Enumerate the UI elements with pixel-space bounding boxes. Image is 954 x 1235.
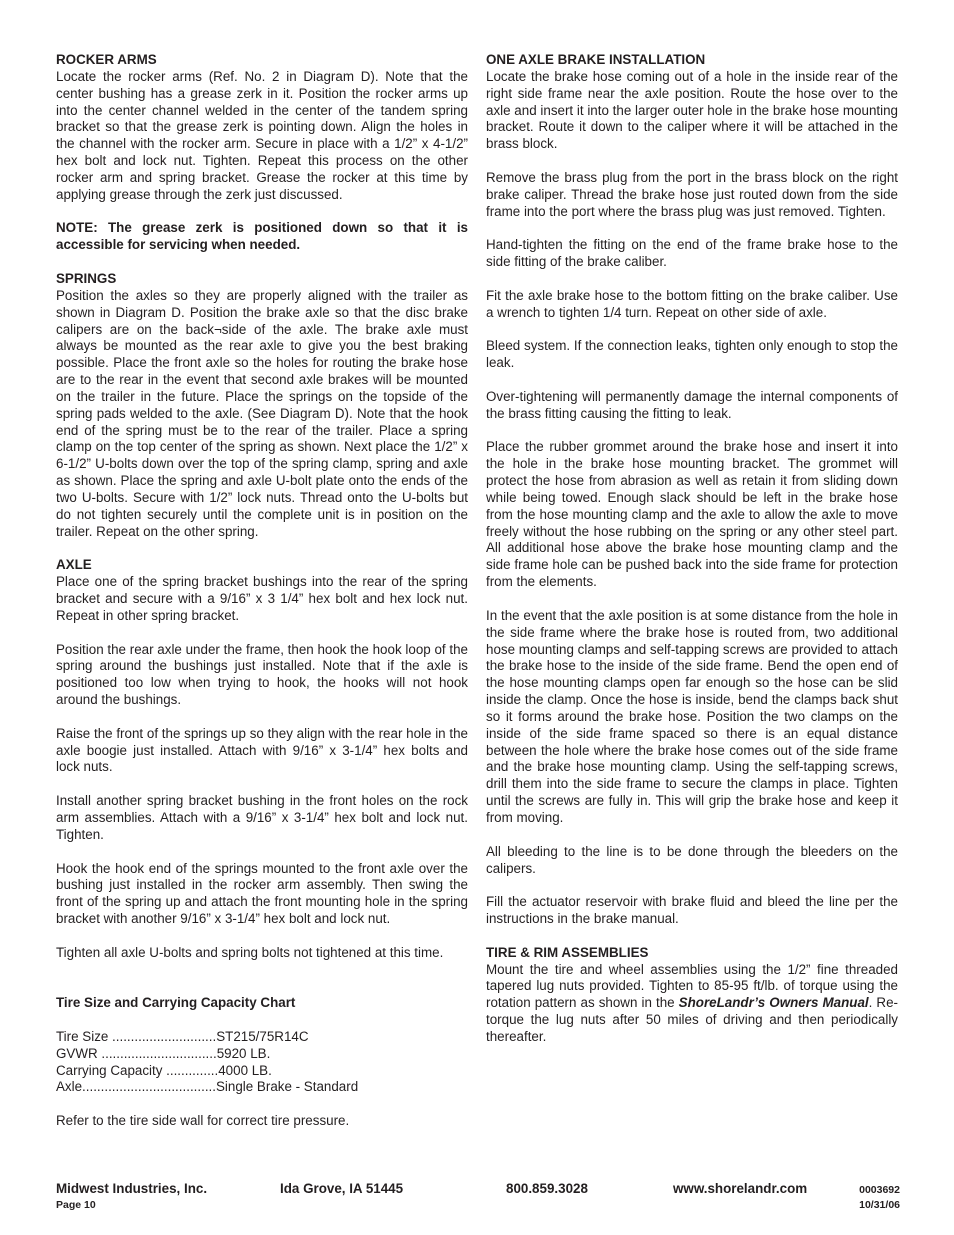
brake-installation-heading: ONE AXLE BRAKE INSTALLATION [486, 52, 706, 67]
axle-paragraph-1: Place one of the spring bracket bushings into the rear of the spring bracket and secure with a 9/16” x 3 1/4” hex bolt and hex lock nut. Repeat in other spring bracket. [56, 574, 468, 623]
owners-manual-reference: ShoreLandr’s Owners Manual [678, 995, 869, 1011]
brake-paragraph-1: Locate the brake hose coming out of a hole in the inside rear of the right side frame near the axle position. Route the hose over to the axle and insert it into the larger outer hole in the brake hose mounting bracket. Route it down to the caliper where it will be attached in the brass block. [486, 68, 898, 152]
right-column [486, 52, 898, 1063]
axle-paragraph-6: Tighten all axle U-bolts and spring bolts not tightened at this time. [56, 944, 444, 960]
brake-paragraph-6: Over-tightening will permanently damage the internal components of the brass fitting causing the fitting to leak. [486, 388, 898, 421]
footer-phone: 800.859.3028 [506, 1181, 588, 1196]
footer-doc-number: 0003692 [859, 1184, 900, 1196]
tire-rim-text-start: Mount the tire and wheel assemblies using the 1/2” fine threaded tapered lug nuts provided. Tighten to 85-95 ft/lb. of torque using the rotation pattern as shown in the [486, 961, 898, 1011]
chart-spacer [56, 1012, 468, 1029]
footer-date: 10/31/06 [859, 1199, 900, 1211]
springs-paragraph: Position the axles so they are properly aligned with the trailer as shown in Diagram D. Position the brake axle so that the disc brake calipers are on the back¬side of the axle. The brake axle must always be mounted as the rear axle to give you the best braking possible. Place the front axle so the holes for routing the brake hose are to the rear in the event that second axle brakes will be mounted on the trailer in the future. Place the springs on the topside of the spring pads welded to the axle. (See Diagram D). Note that the hook end of the spring must be to the rear of the trailer. Place a spring clamp on the top center of the spring as shown. Next place the 1/2” x 6-1/2” U-bolts down over the top of the spring clamp, spring and axle as shown. Place the spring and axle U-bolt plate onto the ends of the two U-bolts. Secure with 1/2” lock nuts. Thread onto the U-bolts but do not tighten securely until the complete unit is in position on the trailer. Repeat on the other spring. [56, 287, 468, 539]
brake-paragraph-5: Bleed system. If the connection leaks, tighten only enough to stop the leak. [486, 338, 898, 371]
gvwr-row: GVWR ...............................5920 LB. [56, 1045, 271, 1061]
footer-website: www.shorelandr.com [673, 1181, 808, 1196]
footer-page-number: Page 10 [56, 1199, 96, 1211]
tire-rim-paragraph [486, 962, 898, 1046]
brake-paragraph-10: Fill the actuator reservoir with brake fluid and bleed the line per the instructions in the brake manual. [486, 894, 898, 927]
brake-paragraph-4: Fit the axle brake hose to the bottom fitting on the brake caliber. Use a wrench to tighten 1/4 turn. Repeat on other side of axle. [486, 287, 898, 320]
axle-heading: AXLE [56, 557, 92, 573]
rocker-arms-heading: ROCKER ARMS [56, 52, 157, 67]
grease-zerk-note: NOTE: The grease zerk is positioned down so that it is accessible for servicing when needed. [56, 220, 468, 253]
axle-paragraph-4: Install another spring bracket bushing in the front holes on the rock arm assemblies. Attach with a 9/16” x 3-1/4” hex bolt and lock nut. Tighten. [56, 793, 468, 842]
axle-paragraph-3: Raise the front of the springs up so they align with the rear hole in the axle boogie just installed. Attach with 9/16” x 3-1/4” hex bolts and lock nuts. [56, 725, 468, 775]
rocker-arms-paragraph: Locate the rocker arms (Ref. No. 2 in Diagram D). Note that the center bushing has a grease zerk in it. Position the rocker arms up into the center channel welded in the center of the tandem spring bracket so that the grease zerk is pointing down. Align the holes in the channel with the rocker arm. Secure in place with a 1/2” x 4-1/2” hex bolt and lock nut. Tighten. Repeat this process on the other rocker arm and spring bracket. Grease the rocker at this time by applying grease through the zerk just discussed. [56, 68, 468, 202]
brake-paragraph-2: Remove the brass plug from the port in the brass block on the right brake caliper. Thread the brake hose just routed down from the side frame into the port where the brass plug was just removed. Tighten. [486, 169, 898, 219]
axle-paragraph-5: Hook the hook end of the springs mounted to the front axle over the bushing just installed in the rocker arm assembly. Then swing the front of the spring up and attach the front mounting hole in the spring bracket with another 9/16” x 3-1/4” hex bolt and lock nut. [56, 860, 468, 927]
springs-heading: SPRINGS [56, 270, 117, 286]
footer-city: Ida Grove, IA 51445 [280, 1181, 404, 1196]
tire-rim-heading: TIRE & RIM ASSEMBLIES [486, 944, 649, 960]
page-footer [56, 1181, 900, 1217]
tire-rim-text-end: . Re-torque the lug nuts after 50 miles of driving and then periodically thereafter. [486, 995, 898, 1044]
brake-paragraph-9: All bleeding to the line is to be done through the bleeders on the calipers. [486, 843, 898, 876]
capacity-chart [56, 1029, 468, 1096]
brake-paragraph-7: Place the rubber grommet around the brake hose and insert it into the hole in the brake hose mounting bracket. The grommet will protect the hose from abrasion as well as retain it from sliding down while being towed. Enough slack should be left in the brake hose from the hose mounting clamp and the axle to allow the axle to move freely without the hose rubbing on the spring or any other steel part. All additional hose above the brake hose mounting clamp and the side frame hole can be pushed back into the side frame for protection from the elements. [486, 439, 898, 590]
tire-size-row: Tire Size ............................ST215/75R14C [56, 1028, 309, 1044]
brake-paragraph-8: In the event that the axle position is at some distance from the hole in the side frame where the brake hose is routed from, two additional hose mounting clamps and self-tapping screws are provided to attach the brake hose to the inside of the side frame. Bend the open end of the hose mounting clamps open far enough so the hose can be slid inside the clamp. Once the hose is inside, bend the clamps back shut so it forms around the brake hose. Position the two clamps on the inside of the side frame spaced so there is an equal distance between the hole where the brake hose comes out of the side frame and the brake hose mounting clamp. Using the self-tapping screws, drill them into the side frame to secure the clamps in place. Tighten until the screws are fully in. This will grip the brake hose and keep it from moving. [486, 607, 898, 825]
section-spacer [56, 978, 468, 995]
axle-paragraph-2: Position the rear axle under the frame, then hook the hook loop of the spring around the bushings just installed. Note that if the axle is positioned too low when trying to hook, the hooks will not hook around the bushings. [56, 641, 468, 708]
footer-company: Midwest Industries, Inc. [56, 1181, 208, 1196]
capacity-chart-heading: Tire Size and Carrying Capacity Chart [56, 995, 296, 1011]
left-column [56, 52, 468, 1147]
axle-row: Axle....................................Single Brake - Standard [56, 1079, 359, 1095]
brake-paragraph-3: Hand-tighten the fitting on the end of the frame brake hose to the side fitting of the brake caliber. [486, 237, 898, 270]
carrying-capacity-row: Carrying Capacity ..............4000 LB. [56, 1062, 272, 1078]
tire-pressure-note: Refer to the tire side wall for correct tire pressure. [56, 1113, 350, 1129]
